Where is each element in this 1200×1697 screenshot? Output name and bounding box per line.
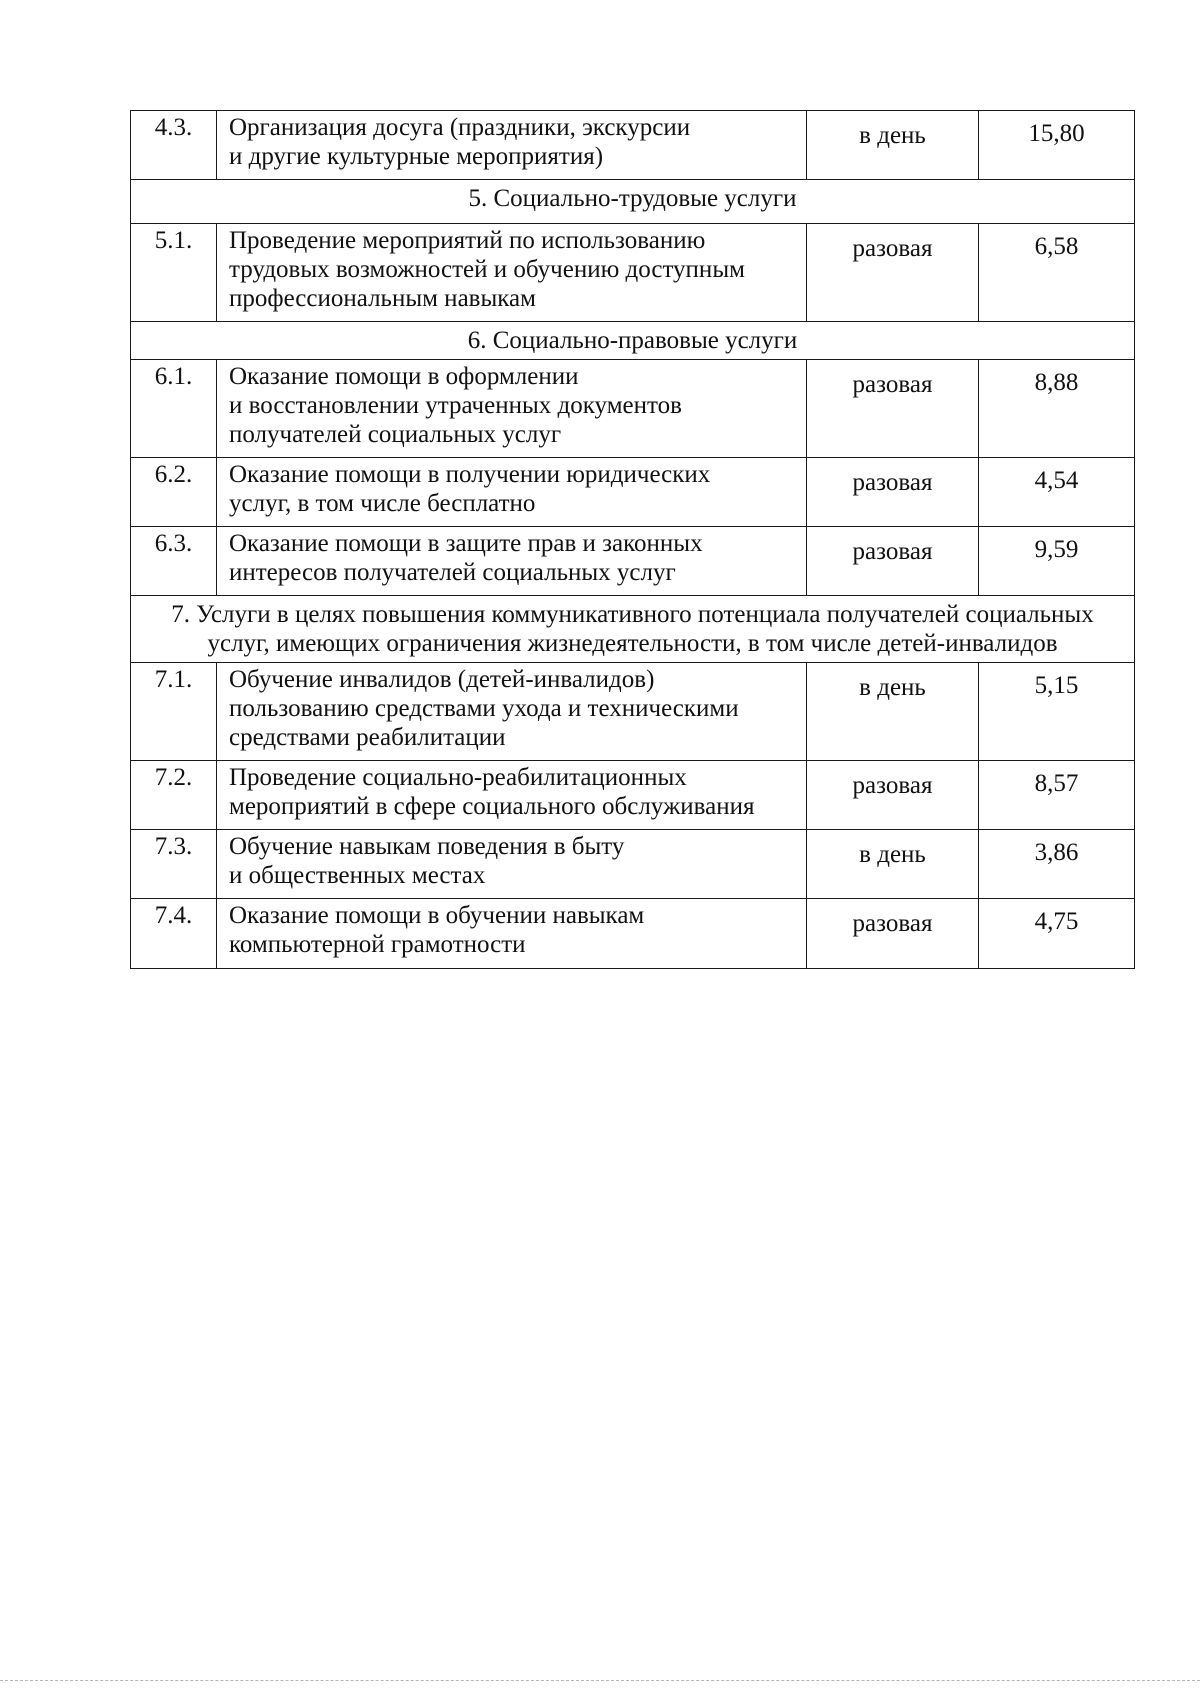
item-number: 7.4. (131, 899, 217, 969)
item-number: 6.3. (131, 527, 217, 596)
item-number: 5.1. (131, 224, 217, 322)
section-title: 6. Социально-правовые услуги (131, 322, 1135, 360)
service-name: Оказание помощи в оформлении и восстановлении утраченных документов получателей социальных услуг (217, 360, 807, 458)
service-price: 8,88 (979, 360, 1135, 458)
unit-of-service: разовая (807, 224, 979, 322)
services-price-table (130, 110, 1135, 969)
service-name: Обучение инвалидов (детей-инвалидов) пользованию средствами ухода и техническими средствами реабилитации (217, 663, 807, 761)
section-title: 7. Услуги в целях повышения коммуникативного потенциала получателей социальных услуг, имеющих ограничения жизнедеятельности, в том числе детей-инвалидов (131, 596, 1135, 663)
service-price: 4,54 (979, 458, 1135, 527)
service-price: 15,80 (979, 111, 1135, 180)
section-header-row (131, 596, 1135, 663)
table-row (131, 360, 1135, 458)
unit-of-service: в день (807, 663, 979, 761)
service-price: 9,59 (979, 527, 1135, 596)
service-price: 6,58 (979, 224, 1135, 322)
item-number: 4.3. (131, 111, 217, 180)
table-row (131, 527, 1135, 596)
scan-bottom-edge (0, 1680, 1200, 1681)
service-name: Оказание помощи в защите прав и законных интересов получателей социальных услуг (217, 527, 807, 596)
table-row (131, 663, 1135, 761)
item-number: 6.2. (131, 458, 217, 527)
unit-of-service: разовая (807, 458, 979, 527)
unit-of-service: в день (807, 111, 979, 180)
service-price: 3,86 (979, 830, 1135, 899)
service-name: Оказание помощи в получении юридических услуг, в том числе бесплатно (217, 458, 807, 527)
item-number: 7.1. (131, 663, 217, 761)
unit-of-service: разовая (807, 527, 979, 596)
table-row (131, 111, 1135, 180)
service-name: Проведение мероприятий по использованию трудовых возможностей и обучению доступным профессиональным навыкам (217, 224, 807, 322)
unit-of-service: разовая (807, 360, 979, 458)
service-name: Организация досуга (праздники, экскурсии и другие культурные мероприятия) (217, 111, 807, 180)
unit-of-service: разовая (807, 899, 979, 969)
table-row (131, 761, 1135, 830)
service-name: Оказание помощи в обучении навыкам компьютерной грамотности (217, 899, 807, 969)
item-number: 7.2. (131, 761, 217, 830)
table-row (131, 899, 1135, 969)
service-price: 4,75 (979, 899, 1135, 969)
service-name: Обучение навыкам поведения в быту и общественных местах (217, 830, 807, 899)
service-price: 8,57 (979, 761, 1135, 830)
table-row (131, 458, 1135, 527)
section-header-row (131, 180, 1135, 224)
item-number: 6.1. (131, 360, 217, 458)
section-header-row (131, 322, 1135, 360)
service-price: 5,15 (979, 663, 1135, 761)
service-name: Проведение социально-реабилитационных мероприятий в сфере социального обслуживания (217, 761, 807, 830)
table-row (131, 830, 1135, 899)
section-title: 5. Социально-трудовые услуги (131, 180, 1135, 224)
item-number: 7.3. (131, 830, 217, 899)
table-row (131, 224, 1135, 322)
unit-of-service: разовая (807, 761, 979, 830)
unit-of-service: в день (807, 830, 979, 899)
table-body (131, 111, 1135, 969)
